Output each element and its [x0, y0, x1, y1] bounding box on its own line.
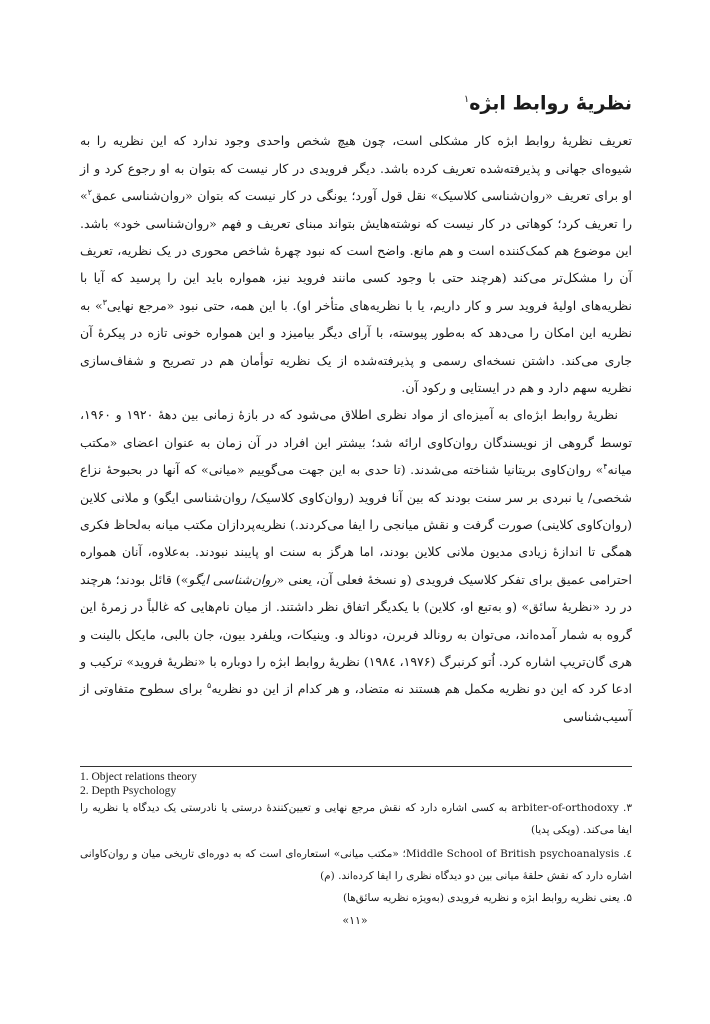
- footnote-divider: [80, 766, 632, 767]
- footnote-2: 2. Depth Psychology: [80, 785, 177, 797]
- paragraph-1: [80, 127, 632, 401]
- paragraph-text: » روان‌کاوی بریتانیا شناخته می‌شدند. (تا حدی به این جهت می‌گوییم «میانی» که آنها در بحبوحهٔ نزاع شخصی/ یا نبردی بر سر سنت بودند که بین آنا فروید (روان‌کاوی کلاسیک/ روان‌شناسی ایگو) و ملانی کلاین (روان‌کاوی کلاینی) صورت گرفت و نقش میانجی را ایفا می‌کردند.) نظریه‌پردازان مکتب میانه به‌لحاظ فکری همگی تا اندازهٔ زیادی مدیون ملانی کلاین بودند، اما هرگز به سنت او پایبند نبودند. به‌علاوه، آنان همواره احترامی عمیق برای تفکر کلاسیک فرویدی (و نسخهٔ فعلی آن، یعنی «: [80, 462, 632, 587]
- paragraph-text: » به نظریه این امکان را می‌دهد که به‌طور پیوسته، با آرای دیگر بیامیزد و این همواره خونی تازه در پیکرهٔ آن جاری می‌کند. داشتن نسخه‌ای رسمی و پذیرفته‌شده از یک نظریه توأمان هم در تصریح و شفاف‌سازی نظریه سهم دارد و هم در ایستایی و رکود آن.: [80, 297, 632, 395]
- footnote-4: ٤. Middle School of British psychoanalysis؛ «مکتب میانی» استعاره‌ای است که به دوره‌ای تاریخی میان و روان‌کاوانی اشاره دارد که نقش حلقهٔ میانی بین دو دیدگاه نظری را ایفا کرده‌اند. (م): [80, 848, 632, 882]
- footnote-3: ۳. arbiter-of-orthodoxy به کسی اشاره دارد که نقش مرجع نهایی و تعیین‌کنندهٔ درستی یا نادرستی یک دیدگاه یا نظریه را ایفا می‌کند. (ویکی پدیا): [80, 802, 632, 836]
- footnote-ref: ۵: [207, 681, 212, 691]
- footnote-5: ۵. یعنی نظریه روابط ابژه و نظریه فرویدی (به‌ویژه نظریه سائق‌ها): [342, 892, 632, 904]
- footnote-ref: ۴: [603, 462, 608, 472]
- paragraph-text: ») قائل بودند؛ هرچند در رد «نظریهٔ سائق» (و به‌تبع او، کلاین) با یکدیگر اتفاق نظر داشتند. از میان نام‌هایی که غالباً در زمرهٔ این گروه به شمار آمده‌اند، می‌توان به رونالد فربرن، دونالد و. وینیکات، ویلفرد بیون، جان بالبی، مایکل بالینت و هری گان‌تریپ اشاره کرد. اُتو کرنبرگ (۱۹۷۶، ۱۹۸٤) نظریهٔ روابط ابژه را دوباره با «نظریهٔ فروید» ترکیب و ادعا کرد که این دو نظریه مکمل هم هستند نه متضاد، و هر کدام از این دو نظریه: [80, 571, 632, 697]
- footnote-1: 1. Object relations theory: [80, 771, 197, 783]
- section-title-text: نظریهٔ روابط ابژه: [469, 92, 632, 115]
- section-title: [80, 86, 632, 117]
- footnote-ref: ۳: [102, 297, 107, 307]
- italic-term: روان‌شناسی ایگو: [188, 571, 277, 587]
- paragraph-2: [80, 401, 632, 730]
- paragraph-text: تعریف نظریهٔ روابط ابژه کار مشکلی است، چون هیچ شخص واحدی وجود ندارد که این نظریه را به شیوه‌ای جهانی و پذیرفته‌شده تعریف کرده باشد. دیگر فرویدی در کار نیست که بتوان به او رجوع کرد و از او برای تعریف «روان‌شناسی کلاسیک» نقل قول آورد؛ یونگی در کار نیست که بتوان «روان‌شناسی عمق: [80, 133, 632, 204]
- footnote-ref: ۲: [87, 187, 92, 197]
- paragraph-text: برای سطوح متفاوتی از آسیب‌شناسی: [80, 681, 632, 724]
- paragraph-text: نظریهٔ روابط ابژه‌ای به آمیزه‌ای از مواد نظری اطلاق می‌شود که در بازهٔ زمانی بین دههٔ ۱۹۲۰ و ۱۹۶۰، توسط گروهی از نویسندگان روان‌کاوی ارائه شد؛ بیشتر این افراد در آن زمان به عنوان اعضای «مکتب میانه: [80, 407, 632, 478]
- title-footnote-ref: ۱: [463, 94, 470, 105]
- page-number: «۱۱»: [342, 914, 368, 927]
- paragraph-text: » را تعریف کرد؛ کوهاتی در کار نیست که نوشته‌هایش بتواند مبنای تعریف و فهم «روان‌شناسی خود» باشد. این موضوع هم کمک‌کننده است و هم مانع. واضح است که نبود چهرهٔ شاخص محوری در یک نظریه، تعریف آن را مشکل‌تر می‌کند (هرچند حتی با وجود کسی مانند فروید نیز، همواره باید این را پرسید که آیا با نظریه‌های اولیهٔ فروید سر و کار داریم، یا با نظریه‌های متأخر او). با این همه، حتی نبود «مرجع نهایی: [80, 188, 632, 313]
- page-body: [80, 86, 632, 730]
